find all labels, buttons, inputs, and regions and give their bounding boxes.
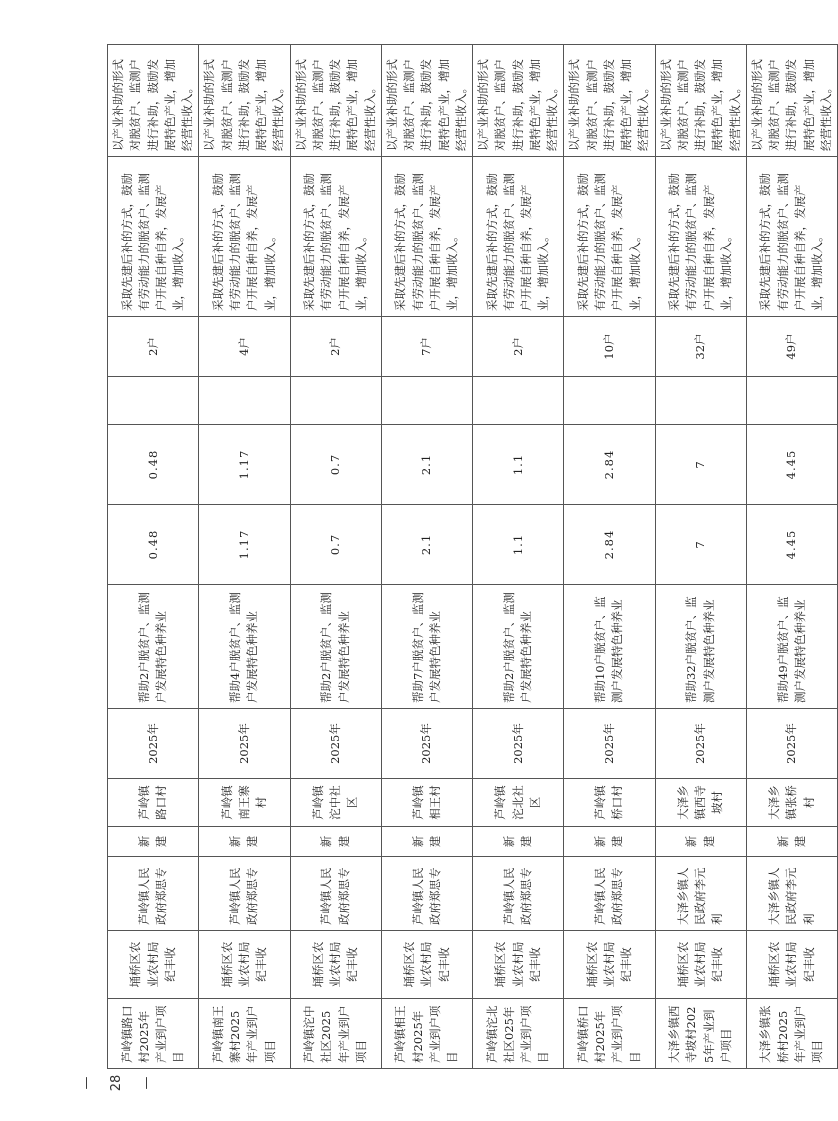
invest-total-cell: 4.45 (746, 505, 837, 585)
beneficiaries-cell: 2户 (473, 317, 564, 377)
invest-fund-cell: 4.45 (746, 425, 837, 505)
project-cell: 芦岭镇桥口村2025年产业到户项目 (564, 999, 655, 1069)
content-cell: 帮助10户脱贫户、监测户发展特色种养业 (564, 585, 655, 709)
unit-cell: 芦岭镇人民政府郑思专 (381, 857, 472, 931)
content-cell: 帮助49户脱贫户、监测户发展特色种养业 (746, 585, 837, 709)
unit-cell: 芦岭镇人民政府郑思专 (290, 857, 381, 931)
content-cell: 帮助2户脱贫户、监测户发展特色种养业 (108, 585, 199, 709)
table-row (564, 45, 655, 1069)
linkage-cell: 采取先建后补的方式，鼓励有劳动能力的脱贫户、监测户开展自种自养，发展产业，增加收入。 (199, 157, 290, 317)
year-cell: 2025年 (746, 709, 837, 779)
location-cell: 芦岭镇南王寨村 (199, 779, 290, 827)
linkage-cell: 采取先建后补的方式，鼓励有劳动能力的脱贫户、监测户开展自种自养，发展产业，增加收入。 (108, 157, 199, 317)
invest-other-cell (290, 377, 381, 425)
invest-fund-cell: 7 (655, 425, 746, 505)
type-cell: 新建 (290, 827, 381, 857)
table-row (199, 45, 290, 1069)
type-cell: 新建 (381, 827, 472, 857)
beneficiaries-cell: 2户 (108, 317, 199, 377)
beneficiaries-cell: 10户 (564, 317, 655, 377)
invest-total-cell: 1.1 (473, 505, 564, 585)
dept-cell: 埇桥区农业农村局 纪丰收 (108, 931, 199, 999)
invest-total-cell: 2.1 (381, 505, 472, 585)
invest-fund-cell: 0.7 (290, 425, 381, 505)
project-cell: 芦岭镇路口村2025年产业到户项目 (108, 999, 199, 1069)
type-cell: 新建 (473, 827, 564, 857)
type-cell: 新建 (108, 827, 199, 857)
location-cell: 芦岭镇相王村 (381, 779, 472, 827)
location-cell: 大泽乡镇张桥村 (746, 779, 837, 827)
table-row (655, 45, 746, 1069)
linkage-cell: 采取先建后补的方式，鼓励有劳动能力的脱贫户、监测户开展自种自养，发展产业，增加收入。 (473, 157, 564, 317)
performance-cell: 以产业补助的形式对脱贫户、监测户进行补助，鼓励发展特色产业，增加经营性收入。 (108, 45, 199, 157)
dept-cell: 埇桥区农业农村局 纪丰收 (473, 931, 564, 999)
invest-total-cell: 0.48 (108, 505, 199, 585)
table-row (473, 45, 564, 1069)
invest-total-cell: 1.17 (199, 505, 290, 585)
invest-fund-cell: 1.17 (199, 425, 290, 505)
dept-cell: 埇桥区农业农村局 纪丰收 (381, 931, 472, 999)
performance-cell: 以产业补助的形式对脱贫户、监测户进行补助，鼓励发展特色产业，增加经营性收入。 (746, 45, 837, 157)
type-cell: 新建 (564, 827, 655, 857)
location-cell: 芦岭镇桥口村 (564, 779, 655, 827)
project-cell: 芦岭镇南王寨村2025年产业到户项目 (199, 999, 290, 1069)
performance-cell: 以产业补助的形式对脱贫户、监测户进行补助，鼓励发展特色产业，增加经营性收入。 (655, 45, 746, 157)
dept-cell: 埇桥区农业农村局 纪丰收 (746, 931, 837, 999)
project-table (107, 44, 838, 1069)
unit-cell: 大泽乡镇人民政府李元利 (746, 857, 837, 931)
year-cell: 2025年 (381, 709, 472, 779)
project-cell: 芦岭镇相王村2025年产业到户项目 (381, 999, 472, 1069)
unit-cell: 芦岭镇人民政府郑思专 (199, 857, 290, 931)
table-row (381, 45, 472, 1069)
location-cell: 芦岭镇沱北社区 (473, 779, 564, 827)
linkage-cell: 采取先建后补的方式，鼓励有劳动能力的脱贫户、监测户开展自种自养，发展产业，增加收入。 (655, 157, 746, 317)
invest-other-cell (746, 377, 837, 425)
content-cell: 帮助32户脱贫户、监测户发展特色种养业 (655, 585, 746, 709)
page-number: — 28 — (79, 1074, 154, 1092)
invest-other-cell (473, 377, 564, 425)
invest-total-cell: 7 (655, 505, 746, 585)
unit-cell: 芦岭镇人民政府郑思专 (564, 857, 655, 931)
beneficiaries-cell: 49户 (746, 317, 837, 377)
dept-cell: 埇桥区农业农村局 纪丰收 (564, 931, 655, 999)
year-cell: 2025年 (290, 709, 381, 779)
performance-cell: 以产业补助的形式对脱贫户、监测户进行补助，鼓励发展特色产业，增加经营性收入。 (473, 45, 564, 157)
location-cell: 芦岭镇路口村 (108, 779, 199, 827)
year-cell: 2025年 (108, 709, 199, 779)
dept-cell: 埇桥区农业农村局 纪丰收 (290, 931, 381, 999)
year-cell: 2025年 (564, 709, 655, 779)
invest-other-cell (381, 377, 472, 425)
dept-cell: 埇桥区农业农村局 纪丰收 (655, 931, 746, 999)
performance-cell: 以产业补助的形式对脱贫户、监测户进行补助，鼓励发展特色产业，增加经营性收入。 (564, 45, 655, 157)
location-cell: 大泽乡镇西寺坡村 (655, 779, 746, 827)
location-cell: 芦岭镇沱中社区 (290, 779, 381, 827)
beneficiaries-cell: 32户 (655, 317, 746, 377)
year-cell: 2025年 (473, 709, 564, 779)
invest-fund-cell: 0.48 (108, 425, 199, 505)
content-cell: 帮助2户脱贫户、监测户发展特色种养业 (290, 585, 381, 709)
year-cell: 2025年 (199, 709, 290, 779)
performance-cell: 以产业补助的形式对脱贫户、监测户进行补助，鼓励发展特色产业，增加经营性收入。 (381, 45, 472, 157)
beneficiaries-cell: 2户 (290, 317, 381, 377)
invest-other-cell (199, 377, 290, 425)
content-cell: 帮助7户脱贫户、监测户发展特色种养业 (381, 585, 472, 709)
type-cell: 新建 (199, 827, 290, 857)
invest-fund-cell: 1.1 (473, 425, 564, 505)
unit-cell: 芦岭镇人民政府郑思专 (473, 857, 564, 931)
rotated-table-wrapper (107, 45, 833, 1069)
invest-total-cell: 0.7 (290, 505, 381, 585)
invest-other-cell (108, 377, 199, 425)
invest-other-cell (564, 377, 655, 425)
linkage-cell: 采取先建后补的方式，鼓励有劳动能力的脱贫户、监测户开展自种自养，发展产业，增加收入。 (746, 157, 837, 317)
performance-cell: 以产业补助的形式对脱贫户、监测户进行补助，鼓励发展特色产业，增加经营性收入。 (199, 45, 290, 157)
beneficiaries-cell: 7户 (381, 317, 472, 377)
invest-total-cell: 2.84 (564, 505, 655, 585)
dept-cell: 埇桥区农业农村局 纪丰收 (199, 931, 290, 999)
year-cell: 2025年 (655, 709, 746, 779)
type-cell: 新建 (746, 827, 837, 857)
linkage-cell: 采取先建后补的方式，鼓励有劳动能力的脱贫户、监测户开展自种自养，发展产业，增加收入。 (564, 157, 655, 317)
table-row (108, 45, 199, 1069)
project-cell: 芦岭镇沱中社区2025年产业到户项目 (290, 999, 381, 1069)
table-row (746, 45, 837, 1069)
content-cell: 帮助2户脱贫户、监测户发展特色种养业 (473, 585, 564, 709)
project-cell: 大泽乡镇西寺坡村2025年产业到户项目 (655, 999, 746, 1069)
invest-other-cell (655, 377, 746, 425)
linkage-cell: 采取先建后补的方式，鼓励有劳动能力的脱贫户、监测户开展自种自养，发展产业，增加收入。 (381, 157, 472, 317)
performance-cell: 以产业补助的形式对脱贫户、监测户进行补助，鼓励发展特色产业，增加经营性收入。 (290, 45, 381, 157)
table-row (290, 45, 381, 1069)
invest-fund-cell: 2.1 (381, 425, 472, 505)
unit-cell: 芦岭镇人民政府郑思专 (108, 857, 199, 931)
linkage-cell: 采取先建后补的方式，鼓励有劳动能力的脱贫户、监测户开展自种自养，发展产业，增加收入。 (290, 157, 381, 317)
project-cell: 大泽乡镇张桥村2025年产业到户项目 (746, 999, 837, 1069)
content-cell: 帮助4户脱贫户、监测户发展特色种养业 (199, 585, 290, 709)
unit-cell: 大泽乡镇人民政府李元利 (655, 857, 746, 931)
type-cell: 新建 (655, 827, 746, 857)
beneficiaries-cell: 4户 (199, 317, 290, 377)
invest-fund-cell: 2.84 (564, 425, 655, 505)
project-cell: 芦岭镇沱北社区025年产业到户项目 (473, 999, 564, 1069)
